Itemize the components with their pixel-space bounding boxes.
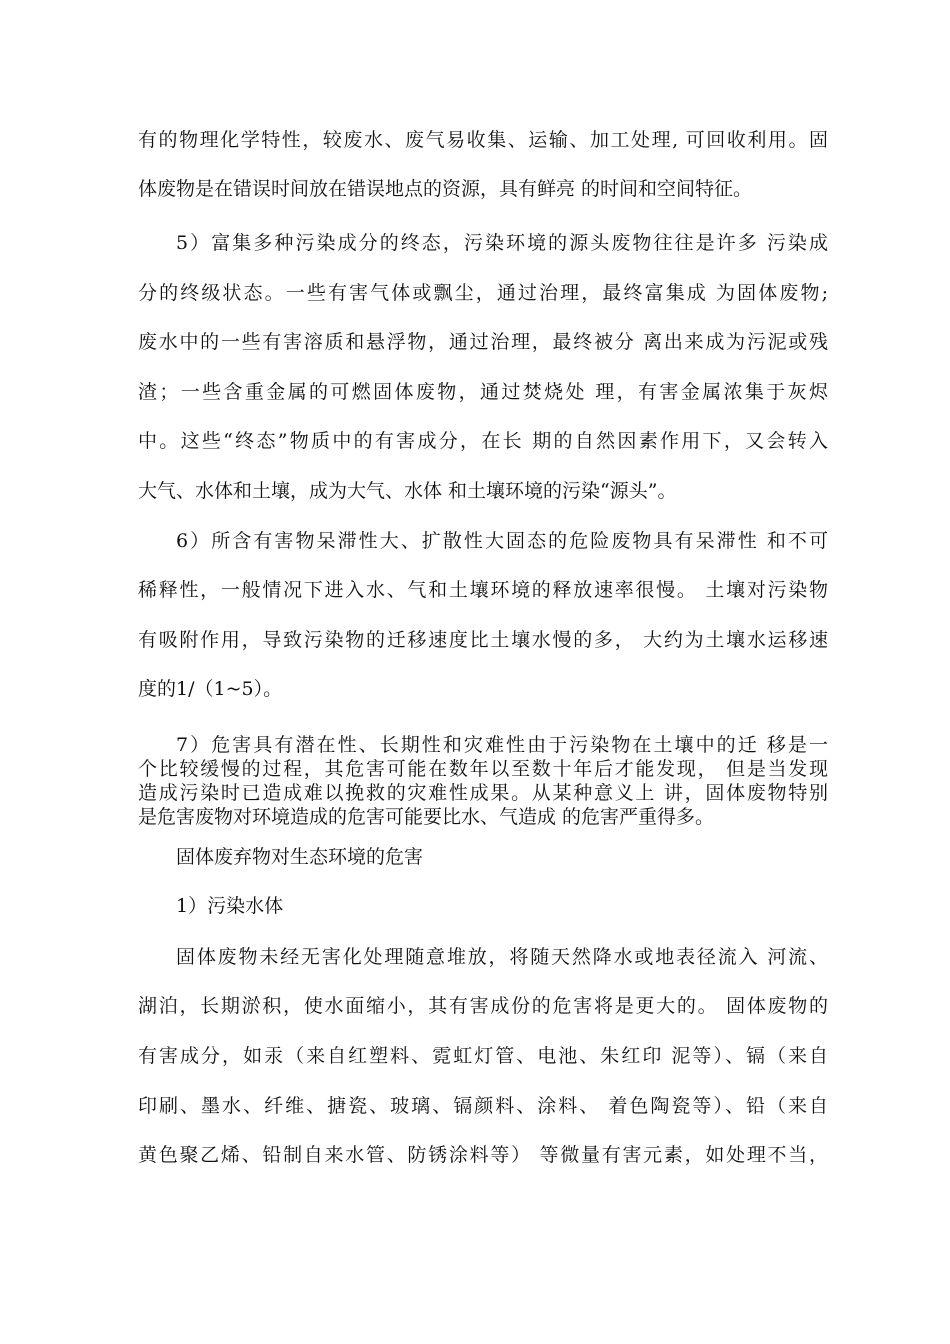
paragraph-1-line-2: 体废物是在错误时间放在错误地点的资源，具有鲜亮 的时间和空间特征。 xyxy=(138,178,753,200)
paragraph-2-line-5: 中。这些“终态”物质中的有害成分，在长 期的自然因素作用下，又会转入 xyxy=(138,430,828,452)
paragraph-2-line-4: 渣；一些含重金属的可燃固体废物，通过焚烧处 理，有害金属浓集于灰烬 xyxy=(138,381,828,403)
paragraph-2-line-2: 分的终级状态。一些有害气体或飘尘，通过治理，最终富集成 为固体废物; xyxy=(138,282,828,304)
paragraph-3-line-1: 6）所含有害物呆滞性大、扩散性大固态的危险废物具有呆滞性 和不可 xyxy=(176,530,828,552)
paragraph-4-line-2: 个比较缓慢的过程，其危害可能在数年以至数十年后才能发现， 但是当发现 xyxy=(138,759,828,779)
subsection-heading: 1）污染水体 xyxy=(176,895,284,917)
section-heading: 固体废弃物对生态环境的危害 xyxy=(176,846,424,868)
paragraph-3-line-2: 稀释性，一般情况下进入水、气和土壤环境的释放速率很慢。 土壤对污染物 xyxy=(138,579,828,601)
paragraph-5-line-5: 黄色聚乙烯、铅制自来水管、防锈涂料等） 等微量有害元素，如处理不当， xyxy=(138,1144,828,1166)
paragraph-2-line-3: 废水中的一些有害溶质和悬浮物，通过治理，最终被分 离出来成为污泥或残 xyxy=(138,331,828,353)
paragraph-2-line-1: 5）富集多种污染成分的终态，污染环境的源头废物往往是许多 污染成 xyxy=(176,232,828,254)
paragraph-5-line-2: 湖泊，长期淤积，使水面缩小，其有害成份的危害将是更大的。 固体废物的 xyxy=(138,995,828,1017)
paragraph-3-line-4: 度的1/（1~5）。 xyxy=(138,678,283,700)
paragraph-4-line-1: 7）危害具有潜在性、长期性和灾难性由于污染物在土壤中的迁 移是一 xyxy=(176,735,828,755)
paragraph-4-line-3: 造成污染时已造成难以挽救的灾难性成果。从某种意义上 讲，固体废物特别 xyxy=(138,783,828,803)
paragraph-2-line-6: 大气、水体和土壤，成为大气、水体 和土壤环境的污染“源头”。 xyxy=(138,480,677,502)
paragraph-5-line-3: 有害成分，如汞（来自红塑料、霓虹灯管、电池、朱红印 泥等）、镉（来自 xyxy=(138,1045,828,1067)
paragraph-1-line-1: 有的物理化学特性，较废水、废气易收集、运输、加工处理, 可回收利用。固 xyxy=(138,129,828,151)
paragraph-3-line-3: 有吸附作用，导致污染物的迁移速度比土壤水慢的多， 大约为土壤水运移速 xyxy=(138,629,828,651)
paragraph-4-line-4: 是危害废物对环境造成的危害可能要比水、气造成 的危害严重得多。 xyxy=(138,807,715,827)
paragraph-5-line-1: 固体废物未经无害化处理随意堆放，将随天然降水或地表径流入 河流、 xyxy=(176,946,828,968)
paragraph-5-line-4: 印刷、墨水、纤维、搪瓷、玻璃、镉颜料、涂料、 着色陶瓷等）、铅（来自 xyxy=(138,1095,828,1117)
